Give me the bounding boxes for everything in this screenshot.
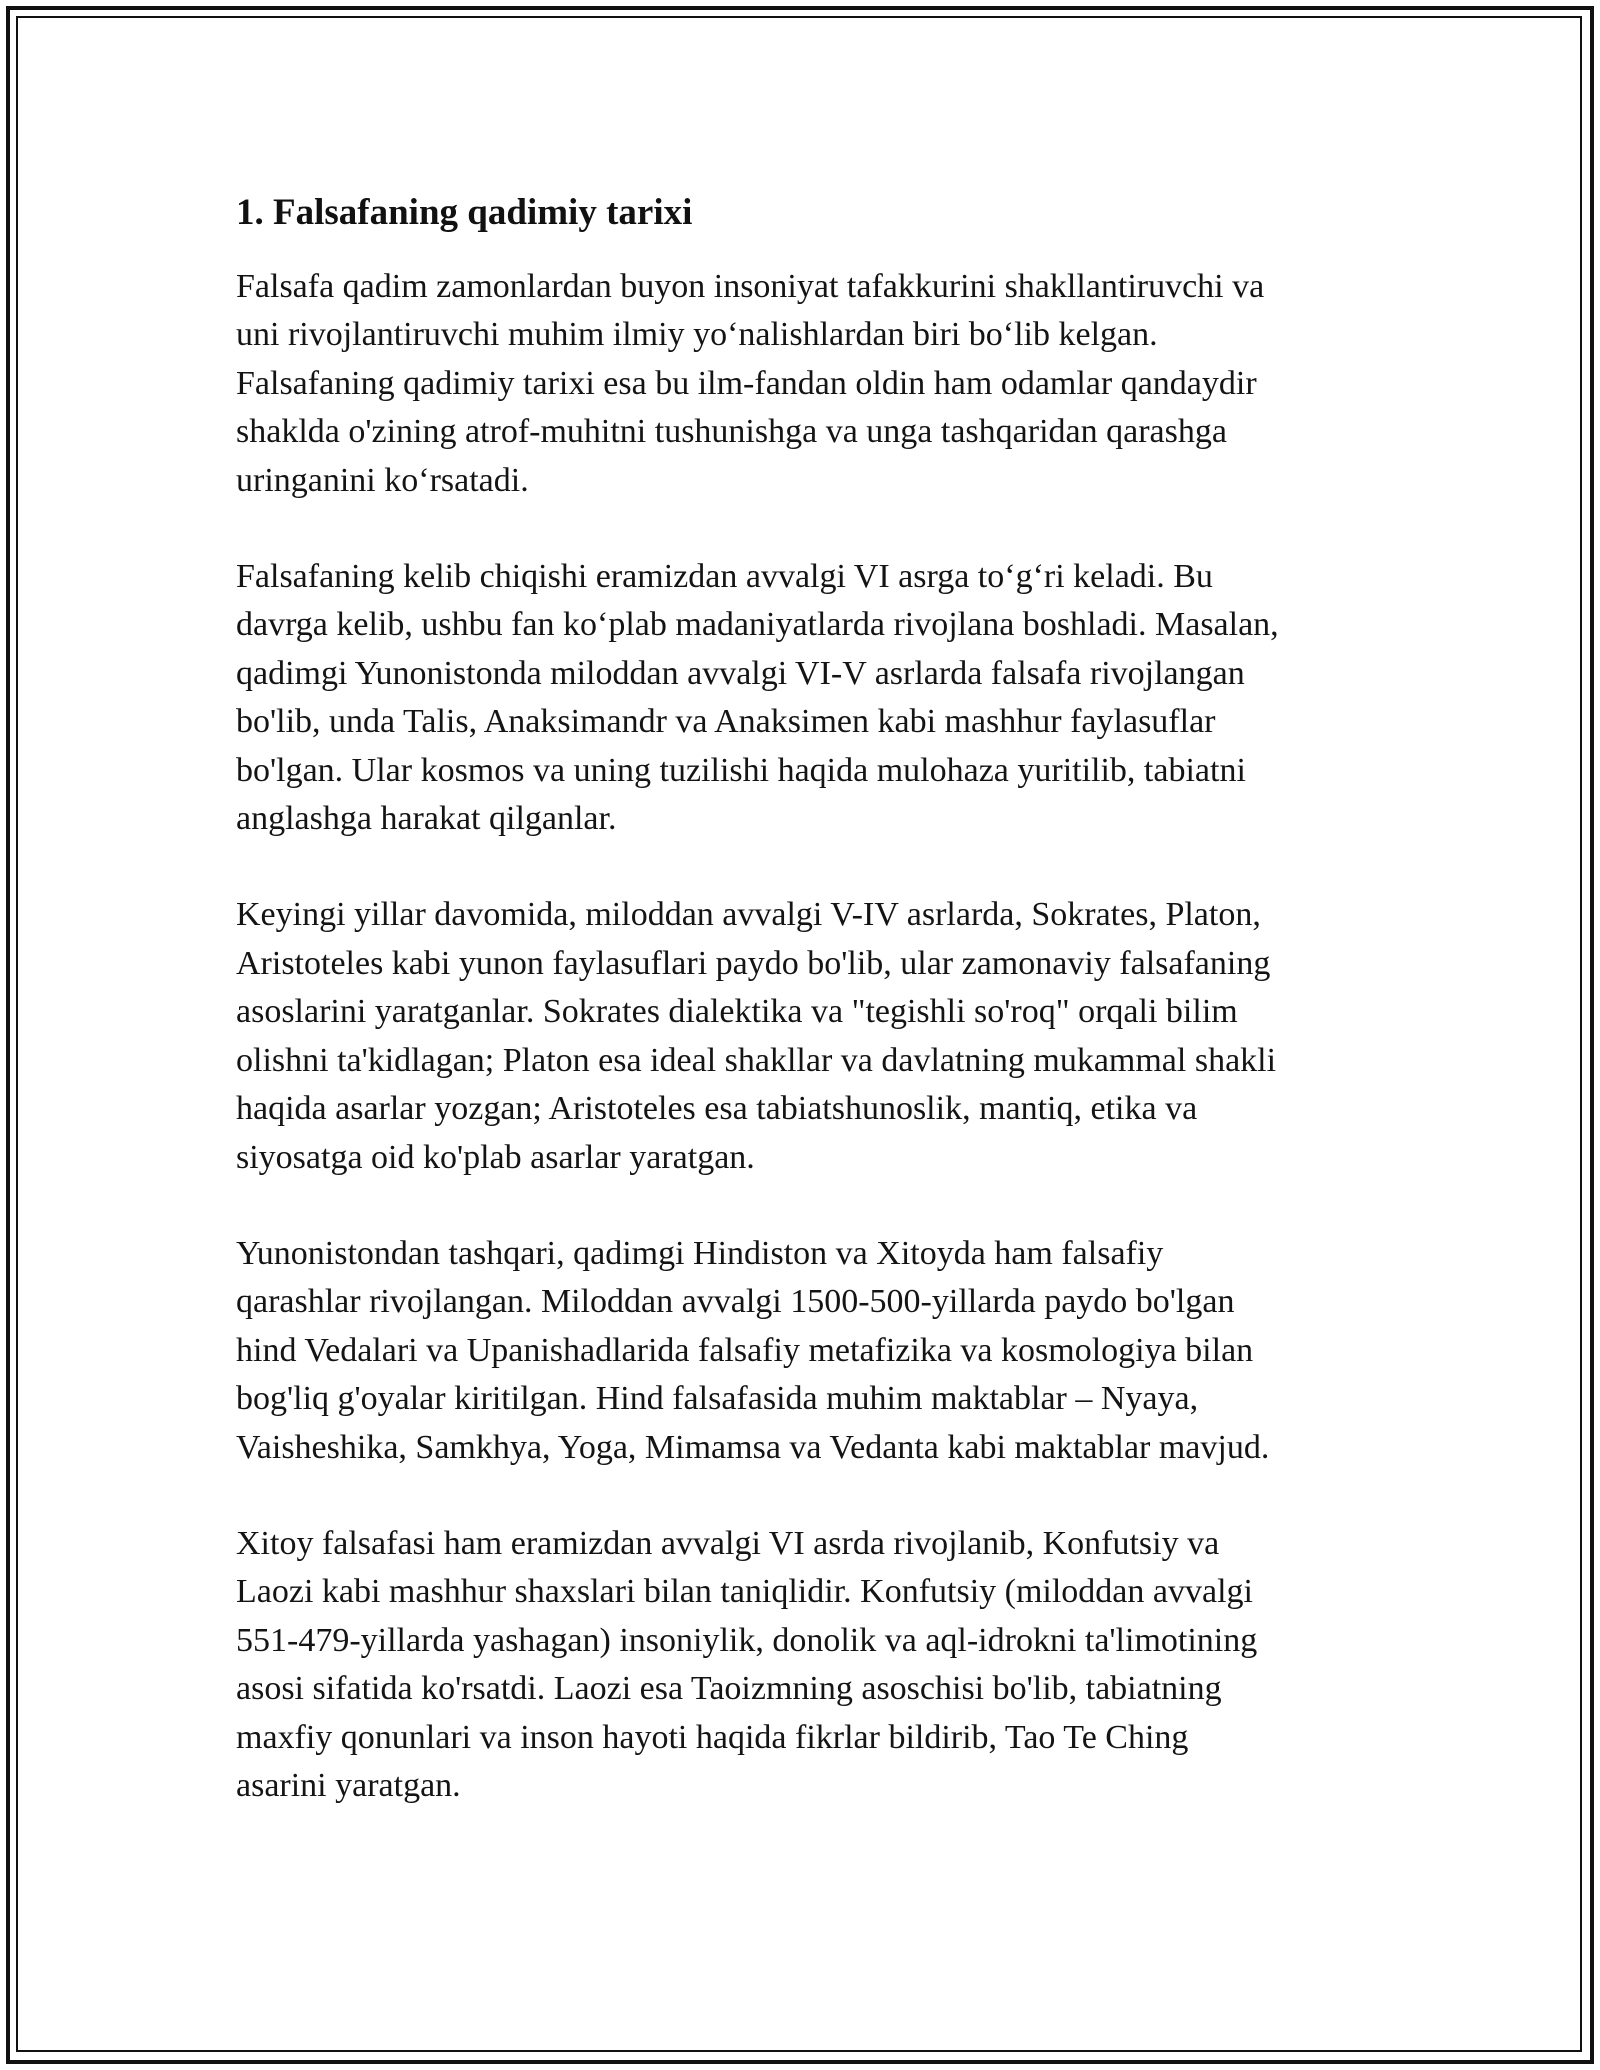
paragraph-line: olishni ta'kidlagan; Platon esa ideal shakllar va davlatning mukammal shakli (236, 1041, 1277, 1079)
paragraph-line: bog'liq g'oyalar kiritilgan. Hind falsafasida muhim maktablar – Nyaya, (236, 1380, 1199, 1418)
paragraph-line: Xitoy falsafasi ham eramizdan avvalgi VI asrda rivojlanib, Konfutsiy va (236, 1524, 1220, 1562)
paragraph-line: qadimgi Yunonistonda miloddan avvalgi VI-V asrlarda falsafa rivojlangan (236, 654, 1245, 692)
document-body (236, 185, 1376, 1858)
paragraph-greek-philosophers (236, 891, 1376, 1181)
paragraph-line: maxfiy qonunlari va inson hayoti haqida fikrlar bildirib, Tao Te Ching (236, 1718, 1189, 1756)
paragraph-line: bo'lgan. Ular kosmos va uning tuzilishi haqida mulohaza yuritilib, tabiatni (236, 751, 1246, 789)
paragraph-line: siyosatga oid ko'plab asarlar yaratgan. (236, 1138, 755, 1176)
paragraph-line: Aristoteles kabi yunon faylasuflari paydo bo'lib, ular zamonaviy falsafaning (236, 944, 1271, 982)
paragraph-china (236, 1520, 1376, 1810)
paragraph-line: Falsafa qadim zamonlardan buyon insoniyat tafakkurini shakllantiruvchi va (236, 268, 1265, 305)
paragraph-line: bo'lib, unda Talis, Anaksimandr va Anaksimen kabi mashhur faylasuflar (236, 703, 1216, 741)
paragraph-intro (236, 263, 1376, 505)
paragraph-line: davrga kelib, ushbu fan koʻplab madaniyatlarda rivojlana boshladi. Masalan, (236, 606, 1279, 644)
paragraph-line: Yunonistondan tashqari, qadimgi Hindiston va Xitoyda ham falsafiy (236, 1234, 1164, 1272)
paragraph-line: haqida asarlar yozgan; Aristoteles esa tabiatshunoslik, mantiq, etika va (236, 1090, 1198, 1128)
section-heading: 1. Falsafaning qadimiy tarixi (236, 192, 693, 233)
paragraph-line: asarini yaratgan. (236, 1766, 461, 1804)
paragraph-line: uringanini koʻrsatadi. (236, 461, 529, 499)
paragraph-line: asosi sifatida ko'rsatdi. Laozi esa Taoizmning asoschisi bo'lib, tabiatning (236, 1670, 1222, 1708)
paragraph-india (236, 1230, 1376, 1472)
paragraph-line: anglashga harakat qilganlar. (236, 800, 617, 838)
paragraph-line: Falsafaning qadimiy tarixi esa bu ilm-fandan oldin ham odamlar qandaydir (236, 364, 1257, 402)
paragraph-line: 551-479-yillarda yashagan) insoniylik, donolik va aql-idrokni ta'limotining (236, 1621, 1258, 1659)
paragraph-line: Vaisheshika, Samkhya, Yoga, Mimamsa va Vedanta kabi maktablar mavjud. (236, 1428, 1270, 1466)
paragraph-line: qarashlar rivojlangan. Miloddan avvalgi 1500-500-yillarda paydo bo'lgan (236, 1283, 1235, 1321)
paragraph-line: asoslarini yaratganlar. Sokrates dialektika va "tegishli so'roq" orqali bilim (236, 993, 1238, 1031)
paragraph-line: Laozi kabi mashhur shaxslari bilan taniqlidir. Konfutsiy (miloddan avvalgi (236, 1573, 1253, 1611)
paragraph-line: Keyingi yillar davomida, miloddan avvalgi V-IV asrlarda, Sokrates, Platon, (236, 896, 1261, 934)
paragraph-line: shaklda o'zining atrof-muhitni tushunishga va unga tashqaridan qarashga (236, 413, 1227, 451)
paragraph-line: uni rivojlantiruvchi muhim ilmiy yoʻnalishlardan biri boʻlib kelgan. (236, 316, 1158, 354)
paragraph-line: Falsafaning kelib chiqishi eramizdan avvalgi VI asrga toʻgʻri keladi. Bu (236, 558, 1213, 596)
paragraph-origins (236, 553, 1376, 843)
paragraph-line: hind Vedalari va Upanishadlarida falsafiy metafizika va kosmologiya bilan (236, 1331, 1254, 1369)
